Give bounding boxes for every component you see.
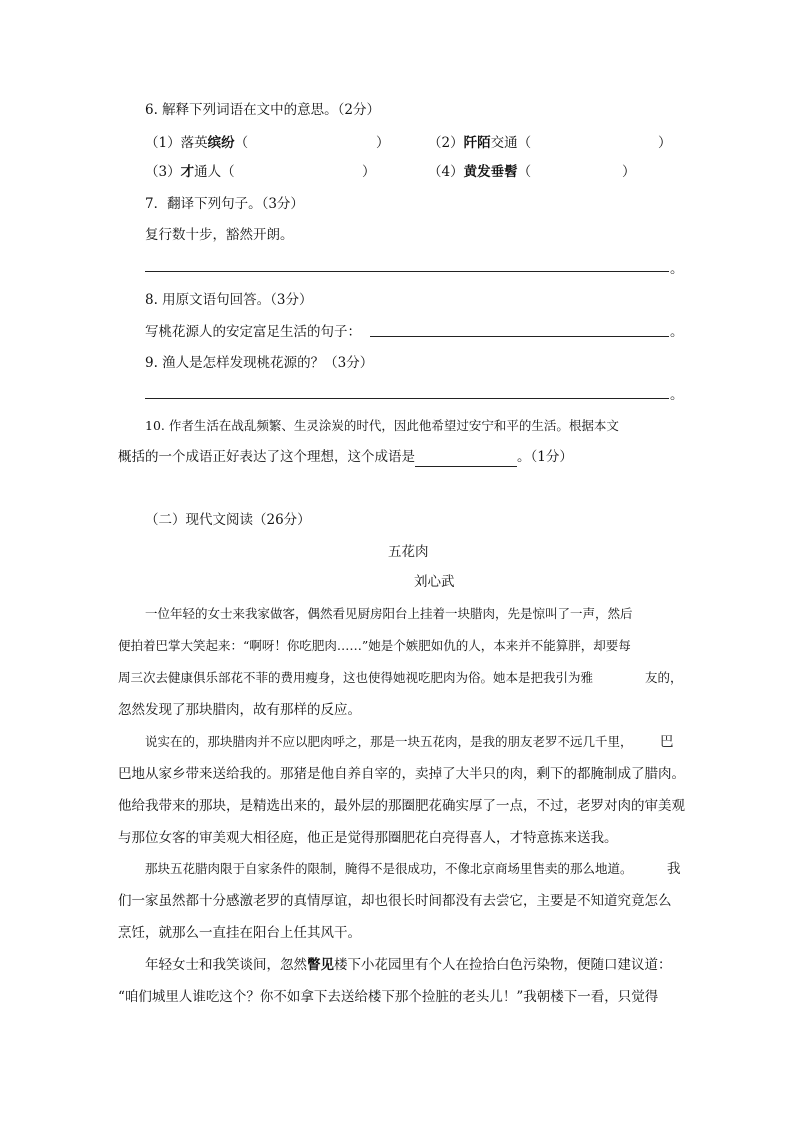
essay-author: 刘心武 (414, 574, 455, 590)
essay-line: 那块五花腊肉限于自家条件的限制，腌得不是很成功，不像北京商场里售卖的那么地道。 (145, 861, 633, 876)
q7-end-mark: 。 (670, 261, 684, 277)
essay-line: 他给我带来的那块，是精选出来的，最外层的那圈肥花确实厚了一点，不过，老罗对肉的审美观 (118, 798, 685, 814)
q6-item-1: （1）落英缤纷（ (145, 135, 249, 151)
essay-line: 我 (667, 861, 681, 877)
q6-item-3: （3）才通人（ (145, 164, 235, 180)
essay-line: 巴地从家乡带来送给我的。那猪是他自养自宰的，卖掉了大半只的肉，剩下的都腌制成了腊肉。 (118, 766, 685, 782)
q6-item-2-close: ） (658, 135, 672, 151)
q7-sentence: 复行数十步，豁然开朗。 (145, 227, 294, 243)
q9-end-mark: 。 (670, 387, 684, 403)
essay-title: 五花肉 (388, 544, 429, 560)
essay-line: 便拍着巴掌大笑起来：“啊呀！你吃肥肉……”她是个嫉肥如仇的人，本来并不能算胖，却要每 (118, 638, 631, 653)
q10-answer-blank[interactable] (415, 452, 517, 467)
q8-end-mark: 。 (670, 324, 684, 340)
q9-title: 9. 渔人是怎样发现桃花源的？（3分） (145, 355, 374, 371)
essay-line: 说实在的，那块腊肉并不应以肥肉呼之，那是一块五花肉，是我的朋友老罗不远几千里， (145, 734, 633, 749)
q9-answer-line[interactable] (145, 398, 669, 399)
essay-line: 年轻女士和我笑谈间，忽然瞥见楼下小花园里有个人在捡拾白色污染物，便随口建议道： (145, 957, 672, 973)
essay-line: 友的， (645, 670, 683, 685)
q6-item-4-close: ） (622, 164, 636, 180)
essay-line: 烹饪，就那么一直挂在阳台上任其风干。 (118, 925, 361, 941)
q10-line-2: 概括的一个成语正好表达了这个理想，这个成语是 。（1分） (118, 449, 573, 465)
q7-answer-line[interactable] (145, 271, 669, 272)
q6-item-3-close: ） (362, 164, 376, 180)
essay-line: 周三次去健康俱乐部花不菲的费用瘦身，这也使得她视吃肥肉为俗。她本是把我引为雅 (118, 670, 594, 685)
q8-answer-line[interactable] (370, 336, 669, 337)
essay-line: 一位年轻的女士来我家做客，偶然看见厨房阳台上挂着一块腊肉，先是惊叫了一声，然后 (145, 606, 633, 621)
q7-title: 7．翻译下列句子。（3分） (145, 196, 304, 212)
essay-line: 与那位女客的审美观大相径庭，他正是觉得那圈肥花白亮得喜人，才特意拣来送我。 (118, 830, 618, 846)
q6-item-2: （2）阡陌交通（ (428, 135, 532, 151)
section-heading: （二）现代文阅读（26分） (145, 512, 311, 528)
q8-prompt: 写桃花源人的安定富足生活的句子： (145, 324, 361, 340)
q10-line-1: 10. 作者生活在战乱频繁、生灵涂炭的时代，因此他希望过安宁和平的生活。根据本文 (145, 418, 619, 433)
q6-item-4: （4）黄发垂髫（ (428, 164, 532, 180)
essay-line: 们一家虽然都十分感激老罗的真情厚谊，却也很长时间都没有去尝它，主要是不知道究竟怎么 (118, 893, 672, 909)
essay-line: 忽然发现了那块腊肉，故有那样的反应。 (118, 702, 361, 718)
q6-title: 6. 解释下列词语在文中的意思。（2分） (145, 102, 381, 118)
q8-title: 8. 用原文语句回答。（3分） (145, 292, 313, 308)
essay-line: “咱们城里人谁吃这个？你不如拿下去送给楼下那个捡脏的老头儿！”我朝楼下一看，只觉得 (118, 989, 659, 1005)
essay-line: 巴 (660, 734, 674, 750)
q6-item-1-close: ） (376, 135, 390, 151)
